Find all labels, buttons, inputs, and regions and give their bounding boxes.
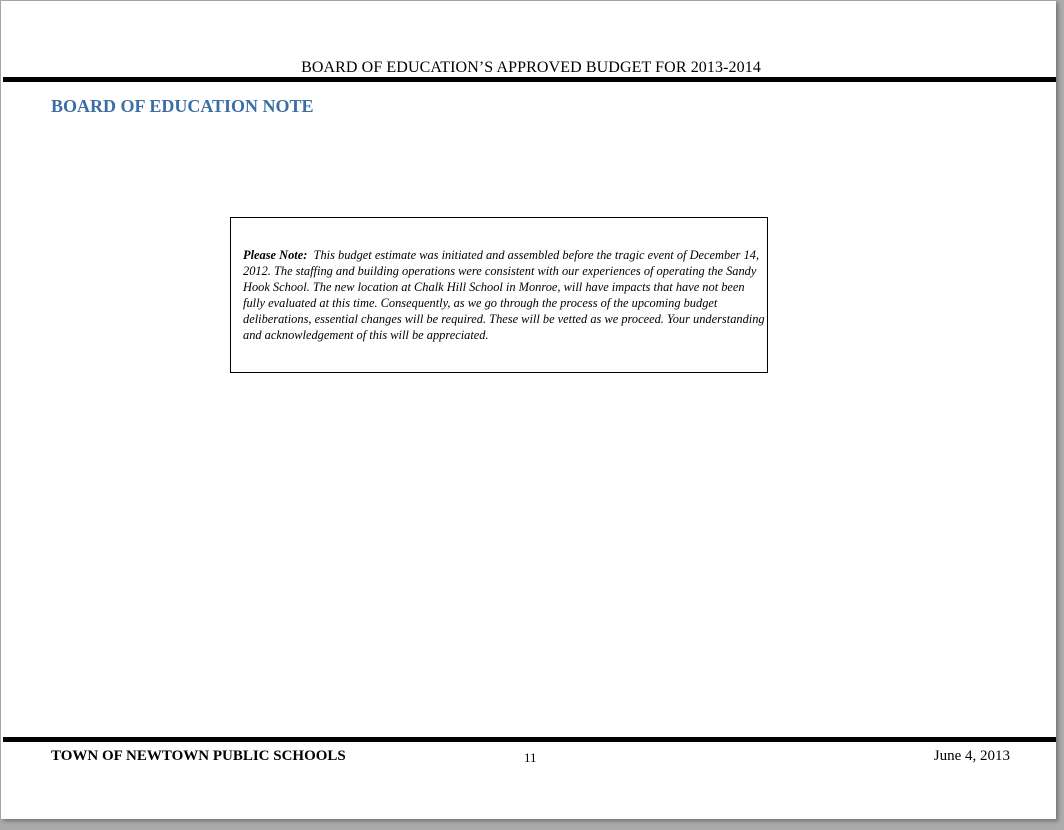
footer-date: June 4, 2013 <box>933 748 1010 764</box>
note-box <box>230 217 768 373</box>
document-page <box>1 1 1056 819</box>
note-body: This budget estimate was initiated and assembled before the tragic event of December 14, 2012. The staffing and building operations were consistent with our experiences of operating the Sandy Hook School. The new location at Chalk Hill School in Monroe, will have impacts that have not been fully evaluated at this time. Consequently, as we go through the process of the upcoming budget deliberations, essential changes will be required. These will be vetted as we proceed. Your understanding and acknowledgement of this will be appreciated. <box>243 248 765 342</box>
note-text <box>243 248 765 343</box>
footer-page-number: 11 <box>524 750 537 765</box>
footer-organization: TOWN OF NEWTOWN PUBLIC SCHOOLS <box>51 748 346 764</box>
page-header-title: BOARD OF EDUCATION’S APPROVED BUDGET FOR 2013-2014 <box>301 59 761 76</box>
footer-rule <box>3 737 1056 742</box>
section-heading: BOARD OF EDUCATION NOTE <box>51 96 314 116</box>
header-rule <box>3 77 1056 82</box>
note-label: Please Note: <box>243 248 308 262</box>
